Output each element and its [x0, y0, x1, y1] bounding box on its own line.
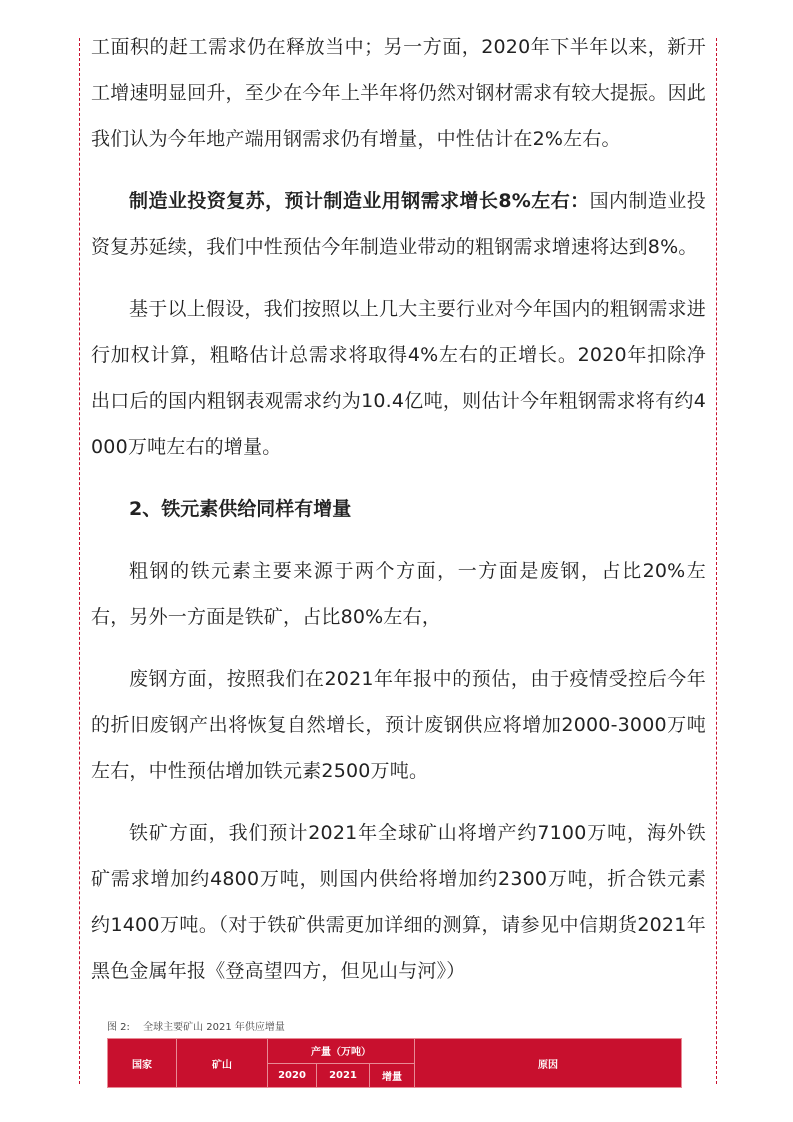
manufacturing-text: 国内制造业投资复苏延续，我们中性预估今年制造业带动的粗钢需求增速将达到8%。: [91, 190, 706, 258]
paragraph-iron-ore: 铁矿方面，我们预计2021年全球矿山将增产约7100万吨，海外铁矿需求增加约4800万吨，则国内供给将增加约2300万吨，折合铁元素约1400万吨。（对于铁矿供需更加详细的测算，请参见中信期货2021年黑色金属年报《登高望四方，但见山与河》）: [91, 822, 706, 982]
page-border-left: [79, 38, 80, 1084]
document-body: [91, 24, 706, 1010]
paragraph-manufacturing: [91, 178, 706, 270]
paragraph-iron-sources: 粗钢的铁元素主要来源于两个方面，一方面是废钢，占比20%左右，另外一方面是铁矿，占比80%左右，: [91, 560, 706, 628]
mine-supply-table-header: [107, 1038, 682, 1088]
header-increase: 增量: [370, 1063, 415, 1088]
header-output: 产量（万吨）: [268, 1039, 415, 1064]
paragraph-scrap-steel: 废钢方面，按照我们在2021年年报中的预估，由于疫情受控后今年的折旧废钢产出将恢复自然增长，预计废钢供应将增加2000-3000万吨左右，中性预估增加铁元素2500万吨。: [91, 668, 706, 782]
header-2020: 2020: [268, 1063, 317, 1088]
paragraph-total-demand: 基于以上假设，我们按照以上几大主要行业对今年国内的粗钢需求进行加权计算，粗略估计总需求将取得4%左右的正增长。2020年扣除净出口后的国内粗钢表观需求约为10.4亿吨，则估计今年粗钢需求将有约4000万吨左右的增量。: [91, 298, 706, 458]
header-reason: 原因: [415, 1039, 682, 1088]
header-2021: 2021: [317, 1063, 370, 1088]
header-country: 国家: [108, 1039, 177, 1088]
header-mine: 矿山: [177, 1039, 268, 1088]
paragraph-real-estate: 工面积的赶工需求仍在释放当中；另一方面，2020年下半年以来，新开工增速明显回升，至少在今年上半年将仍然对钢材需求有较大提振。因此我们认为今年地产端用钢需求仍有增量，中性估计在2%左右。: [91, 36, 706, 150]
manufacturing-heading: 制造业投资复苏，预计制造业用钢需求增长8%左右：: [129, 190, 590, 212]
figure-title: 全球主要矿山 2021 年供应增量: [143, 1022, 285, 1033]
section-heading-iron-supply: 2、铁元素供给同样有增量: [129, 498, 352, 520]
figure-label: 图 2:: [107, 1022, 130, 1033]
figure-caption: [107, 1018, 295, 1033]
page-border-right: [716, 38, 717, 1084]
